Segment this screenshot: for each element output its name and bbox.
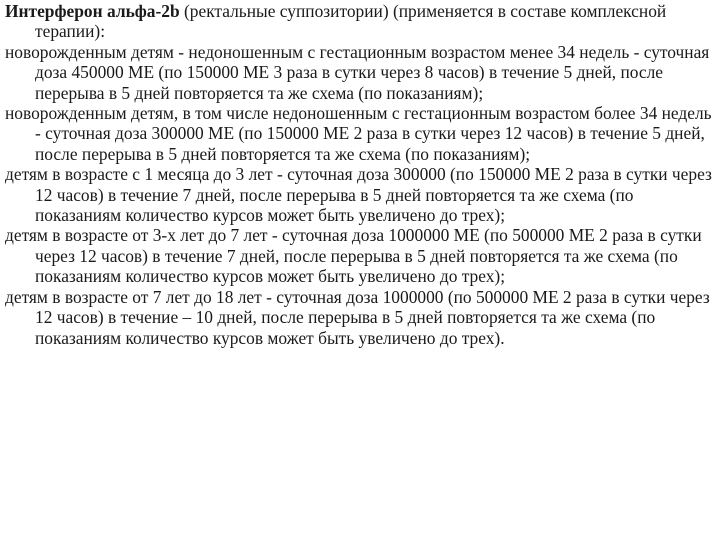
document-heading [5, 1, 716, 42]
dosage-paragraph-3-to-7-years: детям в возрасте от 3-х лет до 7 лет - суточная доза 1000000 МЕ (по 500000 МЕ 2 раза в сутки через 12 часов) в течение 7 дней, после перерыва в 5 дней повторяется та же схема (по показаниям количество курсов может быть увеличено до трех); [5, 225, 702, 287]
dosage-paragraph-newborn-over-34: новорожденным детям, в том числе недоношенным с гестационным возрастом более 34 недель - суточная доза 300000 МЕ (по 150000 МЕ 2 раза в сутки через 12 часов) в течение 5 дней, после перерыва в 5 дней повторяется та же схема (по показаниям); [5, 103, 712, 164]
dosage-paragraph-7-to-18-years: детям в возрасте от 7 лет до 18 лет - суточная доза 1000000 (по 500000 МЕ 2 раза в сутки через 12 часов) в течение – 10 дней, после перерыва в 5 дней повторяется та же схема (по показаниям количество курсов может быть увеличено до трех). [5, 286, 710, 348]
drug-name: Интерферон альфа-2b [5, 1, 180, 21]
heading-description: (ректальные суппозитории) (применяется в составе комплексной терапии): [35, 1, 667, 42]
dosage-paragraph-preterm-under-34: новорожденным детям - недоношенным с гестационным возрастом менее 34 недель - суточная доза 450000 МЕ (по 150000 МЕ 3 раза в сутки через 8 часов) в течение 5 дней, после перерыва в 5 дней повторяется та же схема (по показаниям); [5, 41, 710, 103]
dosage-paragraph-1-month-to-3-years: детям в возрасте с 1 месяца до 3 лет - суточная доза 300000 (по 150000 МЕ 2 раза в сутки через 12 часов) в течение 7 дней, после перерыва в 5 дней повторяется та же схема (по показаниям количество курсов может быть увеличено до трех); [5, 164, 712, 226]
